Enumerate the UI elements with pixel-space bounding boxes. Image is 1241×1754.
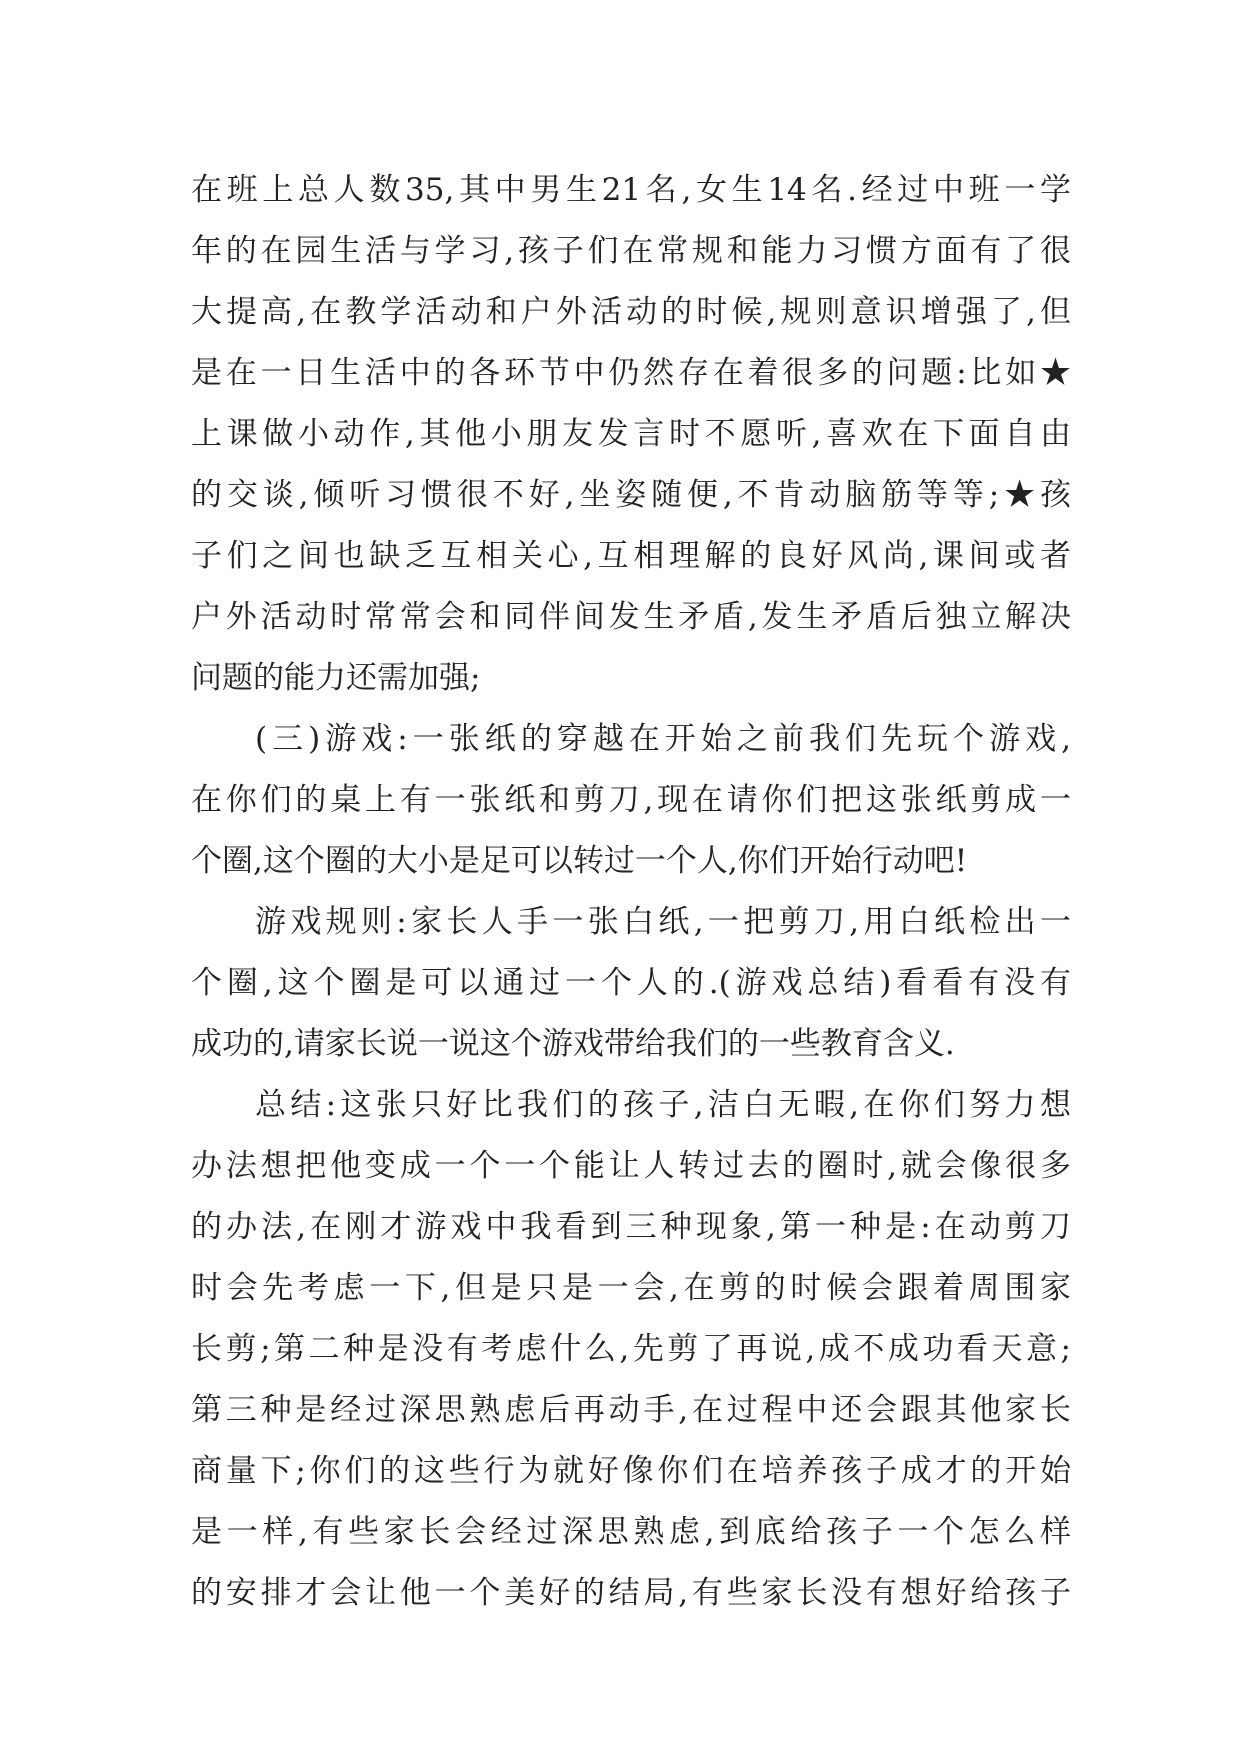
- text-line: 是在一日生活中的各环节中仍然存在着很多的问题:比如★: [191, 355, 1071, 391]
- text-line: 的交谈,倾听习惯很不好,坐姿随便,不肯动脑筋等等;★孩: [191, 477, 1071, 513]
- text-line: 上课做小动作,其他小朋友发言时不愿听,喜欢在下面自由: [191, 416, 1071, 452]
- text-line: 问题的能力还需加强;: [191, 660, 481, 696]
- text-line: 的办法,在刚才游戏中我看到三种现象,第一种是:在动剪刀: [191, 1209, 1071, 1245]
- text-line: 个圈,这个圈是可以通过一个人的.(游戏总结)看看有没有: [191, 965, 1071, 1001]
- text-line: 的安排才会让他一个美好的结局,有些家长没有想好给孩子: [191, 1575, 1071, 1611]
- text-line: 大提高,在教学活动和户外活动的时候,规则意识增强了,但: [191, 294, 1071, 330]
- text-line: 长剪;第二种是没有考虑什么,先剪了再说,成不成功看天意;: [191, 1331, 1071, 1367]
- document-body: [191, 160, 1071, 1624]
- text-line: 办法想把他变成一个一个能让人转过去的圈时,就会像很多: [191, 1148, 1071, 1184]
- paragraph-start-line: (三)游戏:一张纸的穿越在开始之前我们先玩个游戏,: [255, 721, 1071, 757]
- text-line: 商量下;你们的这些行为就好像你们在培养孩子成才的开始: [191, 1453, 1071, 1489]
- text-line: 年的在园生活与学习,孩子们在常规和能力习惯方面有了很: [191, 233, 1071, 269]
- text-line: 个圈,这个圈的大小是足可以转过一个人,你们开始行动吧!: [191, 843, 968, 879]
- text-line: 成功的,请家长说一说这个游戏带给我们的一些教育含义.: [191, 1026, 955, 1062]
- text-line: 在你们的桌上有一张纸和剪刀,现在请你们把这张纸剪成一: [191, 782, 1071, 818]
- text-line: 是一样,有些家长会经过深思熟虑,到底给孩子一个怎么样: [191, 1514, 1071, 1550]
- text-line: 第三种是经过深思熟虑后再动手,在过程中还会跟其他家长: [191, 1392, 1071, 1428]
- text-line: 户外活动时常常会和同伴间发生矛盾,发生矛盾后独立解决: [191, 599, 1071, 635]
- paragraph-start-line: 总结:这张只好比我们的孩子,洁白无暇,在你们努力想: [255, 1087, 1071, 1123]
- text-line: 在班上总人数35,其中男生21名,女生14名.经过中班一学: [191, 172, 1071, 208]
- text-line: 子们之间也缺乏互相关心,互相理解的良好风尚,课间或者: [191, 538, 1071, 574]
- paragraph-start-line: 游戏规则:家长人手一张白纸,一把剪刀,用白纸检出一: [255, 904, 1071, 940]
- text-line: 时会先考虑一下,但是只是一会,在剪的时候会跟着周围家: [191, 1270, 1071, 1306]
